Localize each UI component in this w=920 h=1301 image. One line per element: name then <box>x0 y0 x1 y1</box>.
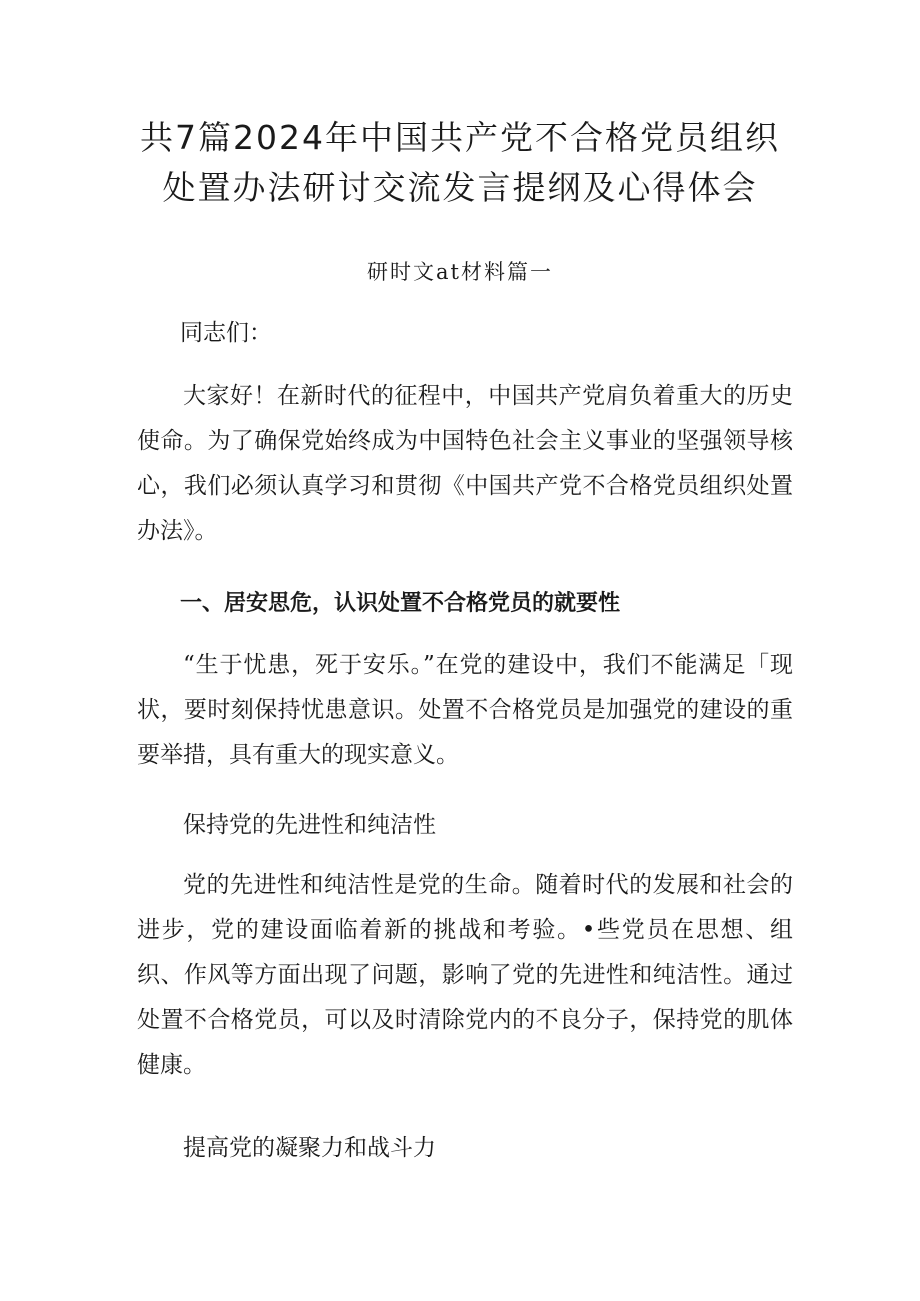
section-heading: 一、居安思危，认识处置不合格党员的就要性 <box>180 591 621 616</box>
paragraph-advanced-purity: 党的先进性和纯洁性是党的生命。随着时代的发展和社会的进步，党的建设面临着新的挑战和考验。•些党员在思想、组织、作风等方面出现了问题，影响了党的先进性和纯洁性。通过处置不合格党员，可以及时清除党内的不良分子，保持党的肌体健康。 <box>137 872 793 1078</box>
document-title-line-1: 共7篇2024年中国共产党不合格党员组织 <box>140 118 780 157</box>
paragraph-intro: 大家好！在新时代的征程中，中国共产党肩负着重大的历史使命。为了确保党始终成为中国特色社会主义事业的坚强领导核心，我们必须认真学习和贯彻《中国共产党不合格党员组织处置办法》。 <box>137 383 793 544</box>
document-subtitle: 研时文at材料篇一 <box>367 260 553 284</box>
subheading-cohesion: 提高党的凝聚力和战斗力 <box>183 1135 436 1161</box>
greeting: 同志们： <box>180 320 272 346</box>
paragraph-quote: “生于忧患，死于安乐。”在党的建设中，我们不能满足「现状，要时刻保持忧患意识。处置不合格党员是加强党的建设的重要举措，具有重大的现实意义。 <box>137 652 793 768</box>
document-title-line-2: 处置办法研讨交流发言提纲及心得体会 <box>162 168 758 207</box>
subheading-advanced-purity: 保持党的先进性和纯洁性 <box>183 812 436 838</box>
